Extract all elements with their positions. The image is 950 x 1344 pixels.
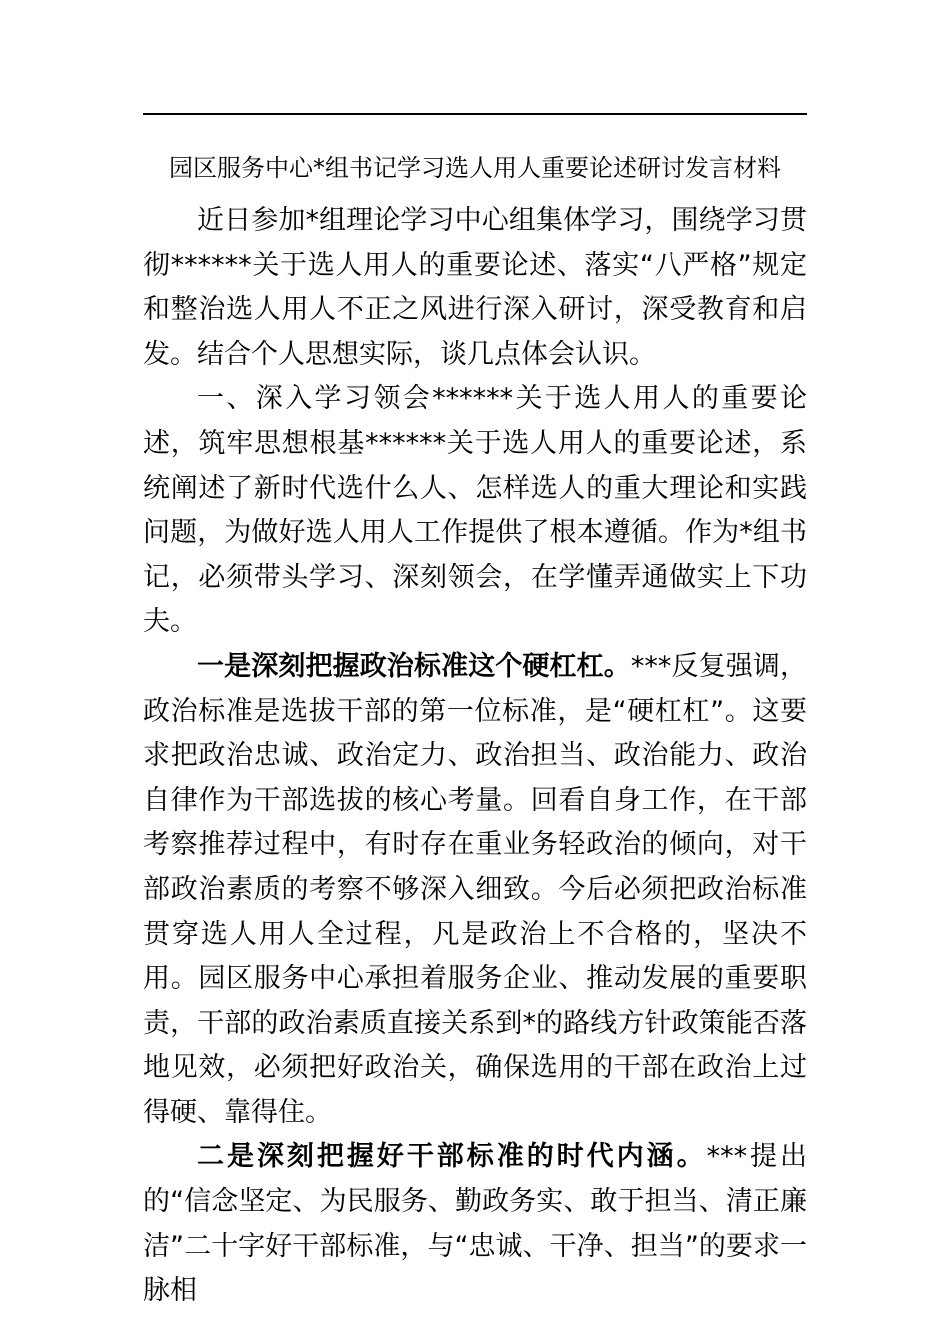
document-title: 园区服务中心*组书记学习选人用人重要论述研讨发言材料 [169, 154, 781, 182]
paragraph-point-one [143, 645, 807, 1136]
paragraph-lead: 二是深刻把握好干部标准的时代内涵。 [197, 1141, 707, 1173]
paragraph-text: ***反复强调，政治标准是选拔干部的第一位标准，是“硬杠杠”。这要求把政治忠诚、政治定力、政治担当、政治能力、政治自律作为干部选拔的核心考量。回看自身工作，在干部考察推荐过程中，有时存在重业务轻政治的倾向，对干部政治素质的考察不够深入细致。今后必须把政治标准贯穿选人用人全过程，凡是政治上不合格的，坚决不用。园区服务中心承担着服务企业、推动发展的重要职责，干部的政治素质直接关系到*的路线方针政策能否落地见效，必须把好政治关，确保选用的干部在政治上过得硬、靠得住。 [143, 650, 808, 1128]
paragraph-point-two [143, 1135, 807, 1313]
paragraph-section-one [143, 377, 807, 645]
paragraph-text: ***提出的“信念坚定、为民服务、勤政务实、敢于担当、清正廉洁”二十字好干部标准，与“忠诚、干净、担当”的要求一脉相 [143, 1141, 808, 1307]
document-body [143, 199, 807, 1314]
header-rule [143, 113, 807, 115]
paragraph-text: 一、深入学习领会******关于选人用人的重要论述，筑牢思想根基******关于选人用人的重要论述，系统阐述了新时代选什么人、怎样选人的重大理论和实践问题，为做好选人用人工作提供了根本遵循。作为*组书记，必须带头学习、深刻领会，在学懂弄通做实上下功夫。 [143, 383, 807, 638]
paragraph-intro [143, 199, 807, 377]
paragraph-text: 近日参加*组理论学习中心组集体学习，围绕学习贯彻******关于选人用人的重要论述、落实“八严格”规定和整治选人用人不正之风进行深入研讨，深受教育和启发。结合个人思想实际，谈几点体会认识。 [143, 205, 807, 370]
paragraph-lead: 一是深刻把握政治标准这个硬杠杠。 [197, 650, 631, 682]
